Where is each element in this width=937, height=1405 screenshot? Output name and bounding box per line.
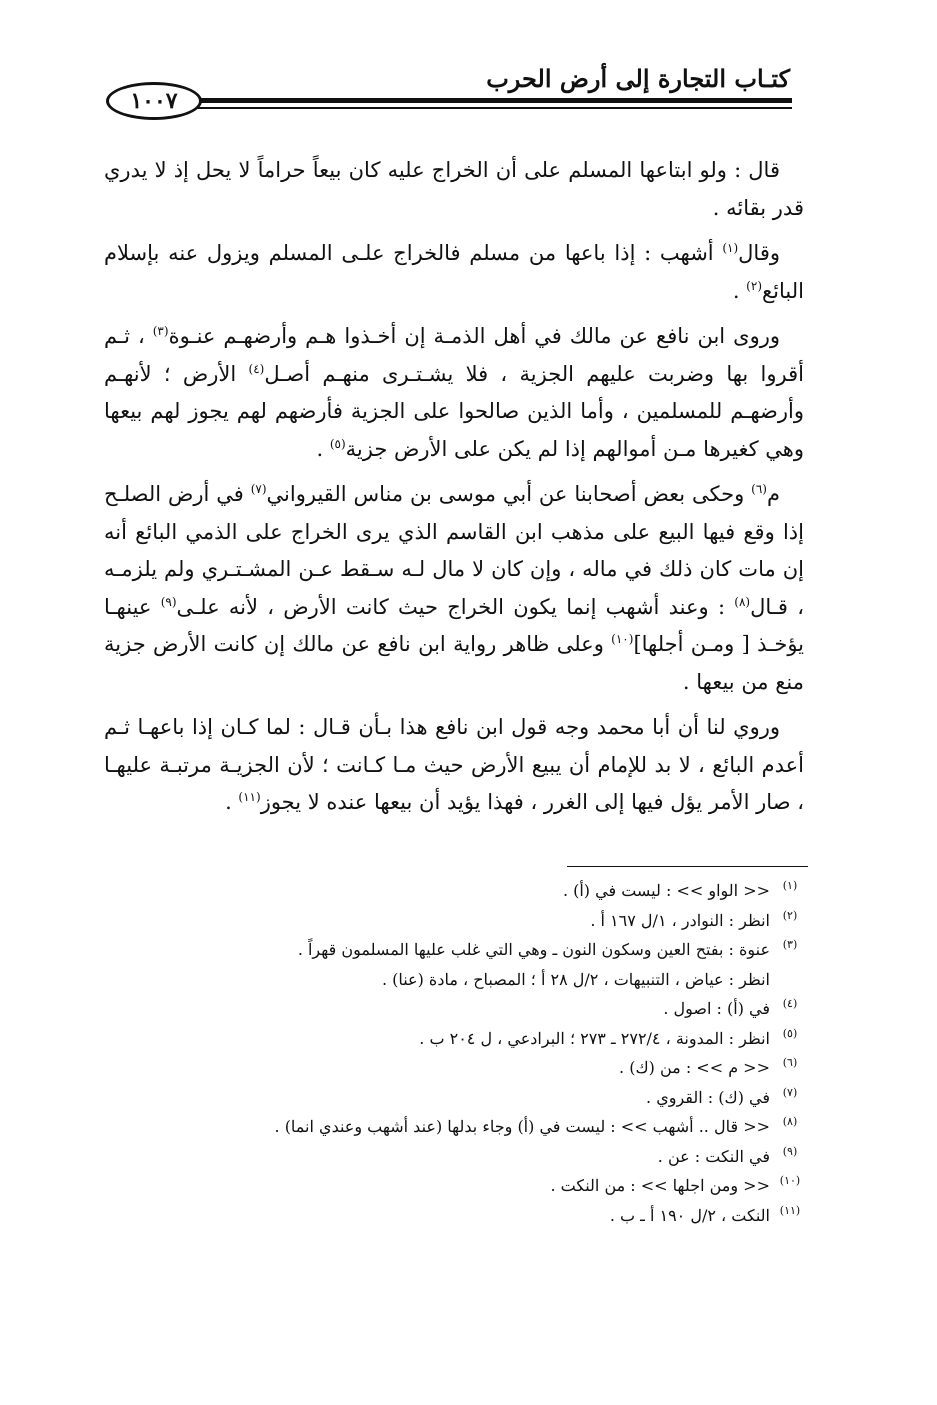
paragraph-text: أشهب : إذا باعها من مسلم فالخراج علـى المسلم ويزول عنه بإسلام البائع: [104, 241, 804, 303]
page-header: [100, 62, 800, 132]
paragraph-text: وقال: [738, 241, 780, 265]
footnote-number: (٩): [782, 1144, 798, 1158]
footnote-ref: (٣): [152, 324, 169, 338]
footnote-number: (١): [782, 879, 798, 892]
paragraph: [104, 235, 804, 310]
paragraph-text: .: [732, 278, 747, 303]
footnote-item: [200, 1083, 810, 1113]
paragraph-text: وروى ابن نافع عن مالك في أهل الذمـة إن أخـذوا هـم وأرضهـم عنـوة: [168, 324, 780, 348]
footnote-ref: (٢): [746, 278, 762, 293]
footnote-item: [200, 906, 810, 936]
header-rule-thick: [190, 98, 792, 103]
footnote-text: النكت ، ٢/ل ١٩٠ أ ـ ب .: [609, 1205, 770, 1225]
footnote-ref: (٥): [329, 436, 346, 451]
footnote-ref: (٦): [751, 482, 767, 496]
footnote-separator: [567, 866, 808, 867]
page-number-badge: [106, 82, 202, 120]
footnote-number: (٣): [782, 938, 798, 951]
footnote-ref: (١٠): [611, 632, 634, 646]
footnote-text: << الواو >> : ليست في (أ) .: [562, 881, 770, 900]
footnote-ref: (١): [722, 241, 739, 255]
paragraph: [104, 476, 804, 701]
footnote-item: [200, 935, 810, 965]
footnote-number: (٧): [782, 1085, 798, 1099]
footnote-number: (٨): [782, 1115, 798, 1128]
paragraph-text: الأرض ؛ لأنهـم وأرضهـم للمسلمين ، وأما الذين صالحوا على الجزية فأرضهم لهم يجوز لهم بيعها وهي كغيرها مـن أموالهم إذا لم يكن على الأرض جزية: [104, 361, 804, 461]
paragraph: [104, 318, 804, 468]
footnotes: [200, 876, 810, 1230]
paragraph-text: في أرض الصلـح إذا وقع فيها البيع على مذهب ابن القاسم الذي يرى الخراج على الذمي البائع أنه إن مات كان ذلك في ماله ، وإن كان لا مال لـه سـقط عـن المشـتـري ولم يلزمـه ، قـال: [104, 482, 804, 619]
footnote-item: [200, 965, 810, 995]
footnote-text: << م >> : من (ك) .: [619, 1058, 770, 1077]
footnote-text: انظر : المدونة ، ٢٧٢/٤ ـ ٢٧٣ ؛ البرادعي ، ل ٢٠٤ ب .: [419, 1028, 770, 1048]
paragraph-text: وعلى ظاهر رواية ابن نافع عن مالك إن كانت الأرض جزية منع من بيعها .: [104, 632, 804, 694]
paragraph-text: عينهـا يؤخـذ [ ومـن أجلها]: [104, 594, 805, 656]
paragraph: [104, 152, 804, 227]
footnote-number: (٤): [782, 997, 798, 1010]
paragraph-text: وحكى بعض أصحابنا عن أبي موسى بن مناس القيرواني: [266, 482, 752, 506]
footnote-item: [200, 876, 810, 906]
footnote-ref: (٧): [250, 482, 267, 496]
footnote-text: في النكت : عن .: [657, 1146, 770, 1166]
footnote-text: انظر : النوادر ، ١/ل ١٦٧ أ .: [590, 910, 770, 930]
footnote-number: (٥): [782, 1026, 798, 1040]
paragraph-text: ، ثـم أقروا بها وضربت عليهم الجزية ، فلا يشـتـرى منهـم أصـل: [104, 324, 804, 386]
footnote-text: عنوة : بفتح العين وسكون النون ـ وهي التي غلب عليها المسلمون قهراً .: [297, 940, 770, 959]
footnote-number: (١١): [779, 1203, 801, 1217]
footnote-text: في (ك) : القروي .: [646, 1087, 770, 1107]
footnote-item: [200, 1142, 810, 1172]
paragraph-text: .: [225, 790, 239, 814]
footnote-ref: (١١): [238, 790, 261, 804]
header-rule-thin: [190, 107, 792, 109]
footnote-item: [200, 1112, 810, 1142]
paragraph-text: : وعند أشهب إنما يكون الخراج حيث كانت الأرض ، لأنه علـى: [176, 594, 735, 619]
paragraph: [104, 709, 804, 822]
footnote-ref: (٤): [248, 361, 265, 376]
footnote-item: [200, 994, 810, 1024]
footnote-number: [770, 965, 810, 995]
footnote-item: [200, 1024, 810, 1054]
footnote-ref: (٩): [160, 594, 177, 609]
footnote-item: [200, 1053, 810, 1083]
footnote-number: (١٠): [779, 1174, 801, 1187]
footnote-text: انظر : عياض ، التنبيهات ، ٢/ل ٢٨ أ ؛ المصباح ، مادة (عنا) .: [381, 969, 770, 989]
footnote-ref: (٨): [734, 594, 751, 609]
paragraph-text: قال : ولو ابتاعها المسلم على أن الخراج عليه كان بيعاً حراماً لا يحل إذ لا يدري قدر بقائه .: [104, 158, 804, 220]
footnote-text: << ومن اجلها >> : من النكت .: [550, 1176, 770, 1195]
main-text: [104, 152, 804, 830]
paragraph-text: وروي لنا أن أبا محمد وجه قول ابن نافع هذا بـأن قـال : لما كـان إذا باعهـا ثـم أعدم البائع ، لا بد للإمام أن يبيع الأرض حيث مـا كـانت ؛ لأن الجزيـة مرتبـة عليهـا ، صار الأمر يؤل فيها إلى الغرر ، فهذا يؤيد أن بيعها عنده لا يجوز: [104, 715, 804, 814]
running-title: كتـاب التجارة إلى أرض الحرب: [486, 64, 790, 93]
footnote-number: (٢): [782, 908, 798, 922]
paragraph-text: .: [316, 436, 330, 461]
footnote-item: [200, 1201, 810, 1231]
footnote-item: [200, 1171, 810, 1201]
footnote-text: << قال .. أشهب >> : ليست في (أ) وجاء بدلها (عند أشهب وعندي انما) .: [274, 1117, 770, 1136]
paragraph-text: م: [766, 482, 780, 506]
footnote-number: (٦): [782, 1056, 798, 1069]
page-number: ١٠٠٧: [130, 88, 178, 114]
footnote-text: في (أ) : اصول .: [663, 999, 770, 1018]
